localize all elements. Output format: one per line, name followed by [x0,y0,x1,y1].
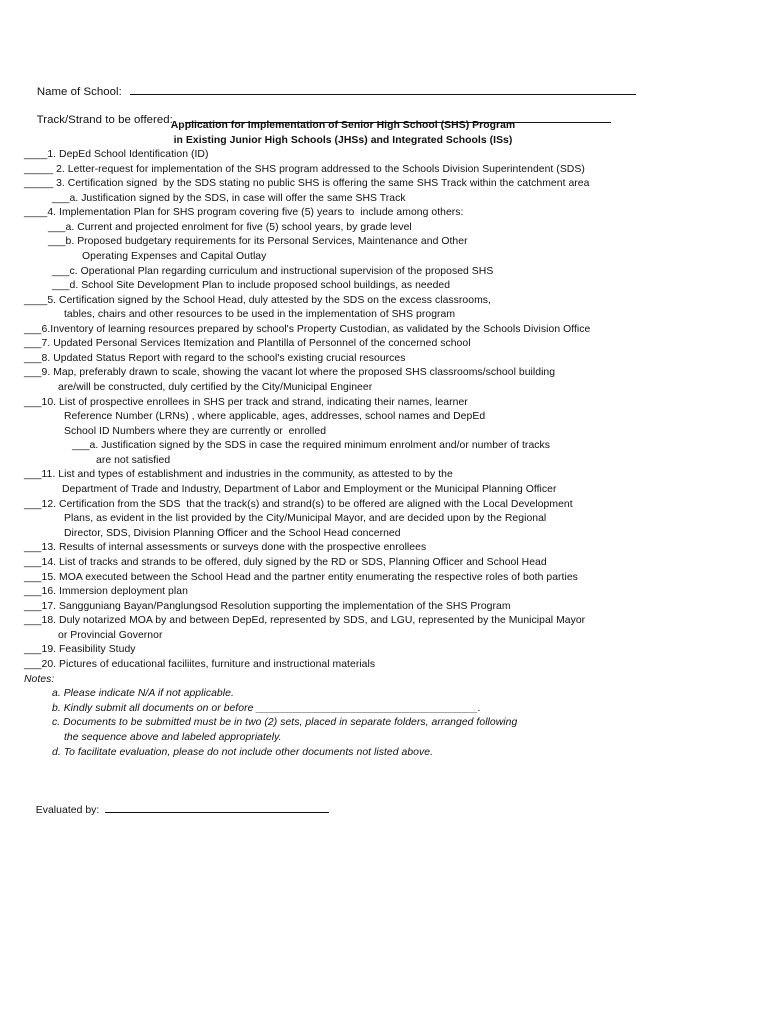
checklist-item: ___11. List and types of establishment and industries in the community, as attested to by the [24,469,453,480]
note-line: the sequence above and labeled appropriately. [64,732,282,743]
checklist-continuation: tables, chairs and other resources to be used in the implementation of SHS program [64,309,456,320]
checklist-item: ____4. Implementation Plan for SHS program covering five (5) years to include among others: [24,207,464,218]
checklist-item: ___19. Feasibility Study [24,644,136,655]
checklist-item: ___15. MOA executed between the School Head and the partner entity enumerating the respective roles of both parties [24,572,578,583]
checklist-item: ___13. Results of internal assessments or surveys done with the prospective enrollees [24,542,427,553]
note-line: a. Please indicate N/A if not applicable. [52,688,234,699]
evaluated-by-label: Evaluated by: [35,805,100,816]
checklist-item: ___6.Inventory of learning resources prepared by school's Property Custodian, as validated by the Schools Division Office [24,324,591,335]
form-title-line-2: in Existing Junior High Schools (JHSs) and Integrated Schools (ISs) [173,135,513,146]
note-line: d. To facilitate evaluation, please do not include other documents not listed above. [52,747,434,758]
checklist-continuation: Reference Number (LRNs) , where applicable, ages, addresses, school names and DepEd [64,411,486,422]
checklist-subitem: ___a. Current and projected enrolment for five (5) school years, by grade level [48,222,412,233]
checklist-continuation: Plans, as evident in the list provided by the City/Municipal Mayor, and are decided upon by the Regional [64,513,547,524]
checklist-item: ____5. Certification signed by the School Head, duly attested by the SDS on the excess classrooms, [24,295,491,306]
checklist-subitem: ___b. Proposed budgetary requirements for its Personal Services, Maintenance and Other [48,236,468,247]
checklist-item: ___17. Sangguniang Bayan/Panglungsod Resolution supporting the implementation of the SHS Program [24,601,511,612]
form-title-line-1: Application for Implementation of Senior High School (SHS) Program [170,120,516,131]
checklist-item: ___16. Immersion deployment plan [24,586,188,597]
checklist-continuation: Director, SDS, Division Planning Officer and the School Head concerned [64,528,401,539]
checklist-continuation: School ID Numbers where they are currently or enrolled [64,426,327,437]
checklist-subitem: ___d. School Site Development Plan to include proposed school buildings, as needed [52,280,451,291]
checklist-item: _____ 2. Letter-request for implementation of the SHS program addressed to the Schools Division Superintendent (SDS) [24,164,585,175]
checklist-subitem: ___c. Operational Plan regarding curriculum and instructional supervision of the proposed SHS [52,266,494,277]
checklist-item: _____ 3. Certification signed by the SDS stating no public SHS is offering the same SHS Track within the catchment area [24,178,590,189]
checklist-item: ____1. DepEd School Identification (ID) [24,149,209,160]
checklist-item: ___20. Pictures of educational faciliites, furniture and instructional materials [24,659,376,670]
evaluated-by-field[interactable] [105,811,329,813]
evaluated-by-row [24,790,329,832]
checklist-continuation: Operating Expenses and Capital Outlay [82,251,267,262]
checklist-item: ___14. List of tracks and strands to be offered, duly signed by the RD or SDS, Planning Officer and School Head [24,557,547,568]
checklist-subitem: ___a. Justification signed by the SDS in case the required minimum enrolment and/or number of tracks [72,440,551,451]
checklist-item: ___10. List of prospective enrollees in SHS per track and strand, indicating their names, learner [24,397,468,408]
school-name-field[interactable] [130,93,636,95]
checklist-continuation: are not satisfied [96,455,171,466]
note-line: c. Documents to be submitted must be in two (2) sets, placed in separate folders, arranged following [52,717,518,728]
checklist-continuation: or Provincial Governor [58,630,163,641]
checklist-subitem: ___a. Justification signed by the SDS, in case will offer the same SHS Track [52,193,406,204]
checklist-item: ___18. Duly notarized MOA by and between DepEd, represented by SDS, and LGU, represented by the Municipal Mayor [24,615,586,626]
checklist-item: ___9. Map, preferably drawn to scale, showing the vacant lot where the proposed SHS classrooms/school building [24,367,556,378]
notes-label: Notes: [24,674,55,685]
checklist-item: ___7. Updated Personal Services Itemization and Plantilla of Personnel of the concerned school [24,338,471,349]
school-name-label: Name of School: [36,86,122,98]
track-strand-label: Track/Strand to be offered: [36,114,173,126]
checklist-continuation: are/will be constructed, duly certified by the City/Municipal Engineer [58,382,373,393]
note-line: b. Kindly submit all documents on or before ______________________________________. [52,703,481,714]
checklist-item: ___8. Updated Status Report with regard to the school's existing crucial resources [24,353,406,364]
checklist-continuation: Department of Trade and Industry, Department of Labor and Employment or the Municipal Planning Officer [62,484,557,495]
checklist-item: ___12. Certification from the SDS that the track(s) and strand(s) to be offered are aligned with the Local Development [24,499,573,510]
